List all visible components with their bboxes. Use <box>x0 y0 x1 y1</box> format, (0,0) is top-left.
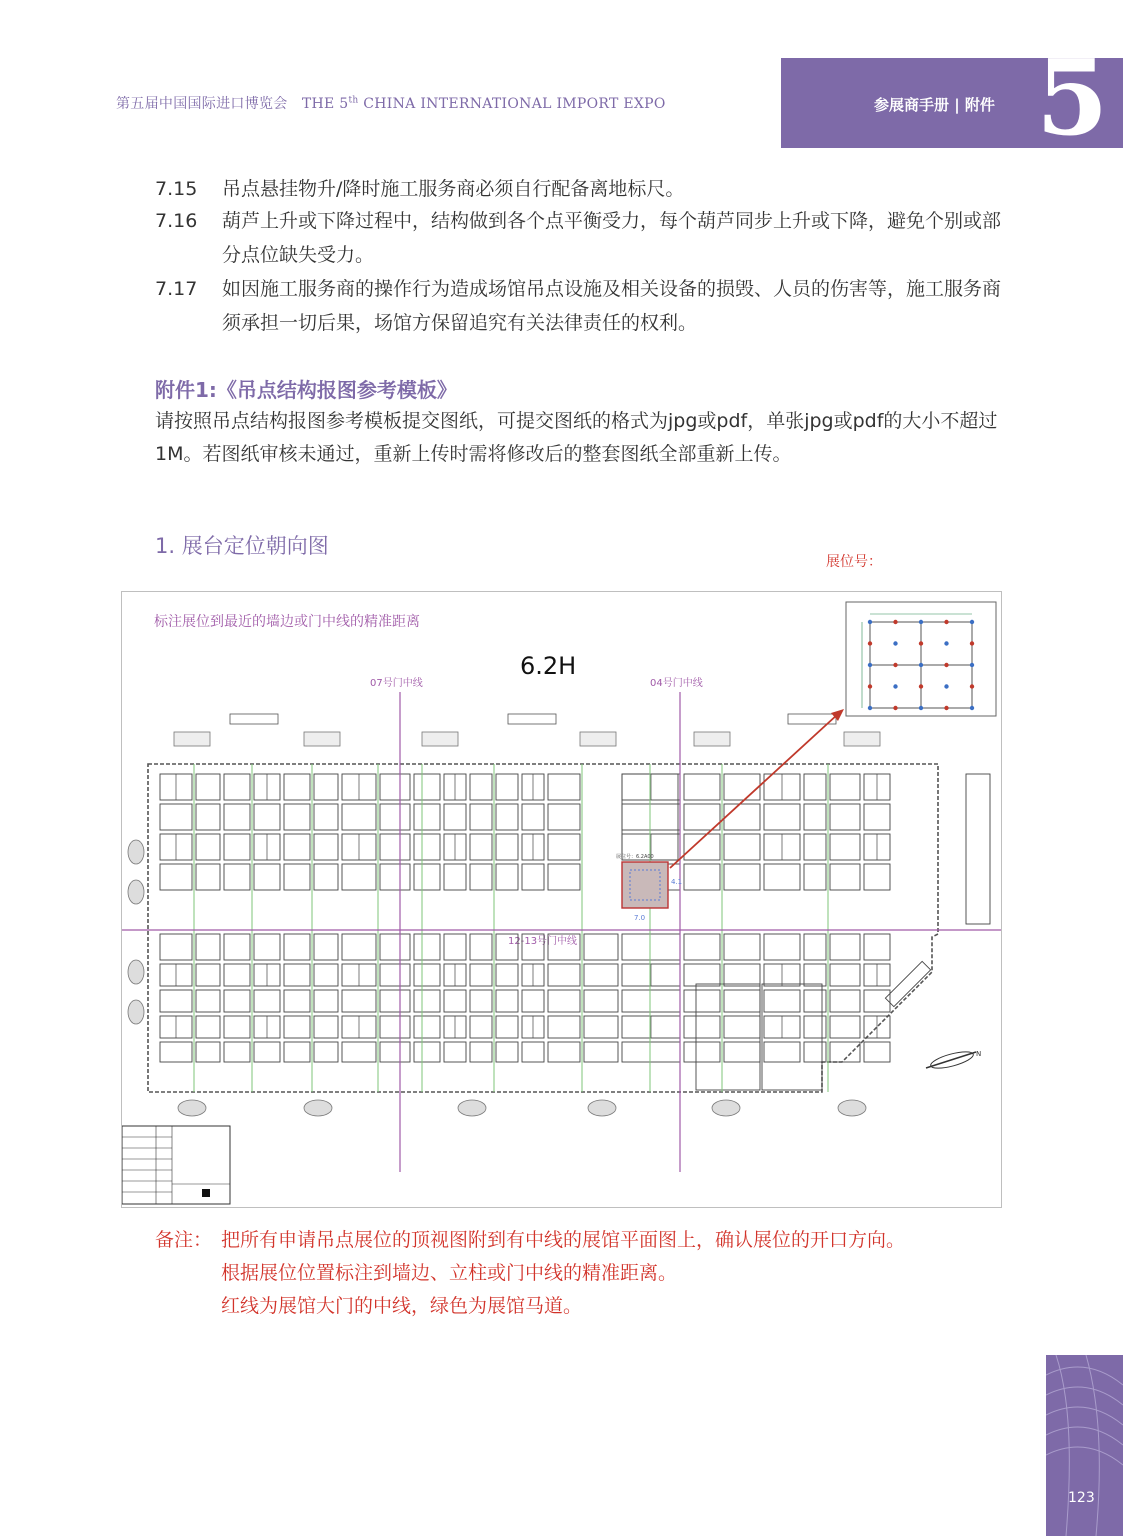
hanging-point <box>919 706 923 710</box>
booth <box>314 1016 338 1038</box>
booth <box>764 1042 800 1062</box>
booth <box>254 804 280 830</box>
booth <box>160 934 192 960</box>
booth <box>314 964 338 986</box>
booth <box>966 774 990 924</box>
booth <box>764 990 800 1012</box>
booth <box>380 1016 410 1038</box>
booth <box>414 804 440 830</box>
booth <box>830 834 860 860</box>
door-04-label: 04号门中线 <box>650 678 703 689</box>
booth <box>804 964 826 986</box>
booth <box>196 1016 220 1038</box>
item-number: 7.16 <box>155 210 198 232</box>
booth <box>254 934 280 960</box>
booth <box>830 864 860 890</box>
booth <box>622 990 680 1012</box>
booth <box>724 990 760 1012</box>
booth <box>684 864 720 890</box>
booth <box>804 804 826 830</box>
booth <box>196 934 220 960</box>
booth <box>724 964 760 986</box>
booth <box>522 1042 544 1062</box>
header-title-cn: 第五届中国国际进口博览会 <box>116 96 288 112</box>
booth <box>224 1016 250 1038</box>
booth <box>548 1016 580 1038</box>
entrance-bottom <box>838 1100 866 1116</box>
booth <box>470 804 492 830</box>
hall-outline <box>148 764 938 1092</box>
booth <box>830 1016 860 1038</box>
item-text: 葫芦上升或下降过程中，结构做到各个点平衡受力，每个葫芦同步上升或下降，避免个别或部分点位缺失受力。 <box>222 210 1002 266</box>
page-number: 123 <box>1068 1490 1095 1506</box>
corner-pattern-icon <box>1046 1355 1123 1536</box>
booth <box>496 864 518 890</box>
hanging-point <box>919 663 923 667</box>
booth <box>314 990 338 1012</box>
booth <box>284 834 310 860</box>
booth <box>496 1042 518 1062</box>
booth <box>224 964 250 986</box>
expo-5-logo: 5 <box>1036 36 1109 159</box>
booth <box>380 804 410 830</box>
booth <box>830 934 860 960</box>
hanging-point <box>893 663 897 667</box>
dimension-b: 7.0 <box>634 914 646 922</box>
booth <box>342 864 376 890</box>
header-section-label: 参展商手册 | 附件 <box>874 96 995 114</box>
booth <box>314 804 338 830</box>
booth <box>160 804 192 830</box>
hanging-point <box>919 620 923 624</box>
booth <box>548 834 580 860</box>
booth <box>224 934 250 960</box>
entrance-side <box>128 840 144 864</box>
booth <box>764 804 800 830</box>
hanging-point <box>868 663 872 667</box>
booth <box>196 834 220 860</box>
booth-number-label: 展位号： <box>826 554 882 570</box>
booth <box>864 990 890 1012</box>
appendix-body: 请按照吊点结构报图参考模板提交图纸，可提交图纸的格式为jpg或pdf，单张jpg或pdf的大小不超过1M。若图纸审核未通过，重新上传时需将修改后的整套图纸全部重新上传。 <box>155 410 998 465</box>
booth <box>380 1042 410 1062</box>
booth <box>548 864 580 890</box>
booth <box>196 804 220 830</box>
booth <box>684 990 720 1012</box>
hanging-point <box>919 641 923 645</box>
booth <box>804 834 826 860</box>
booth <box>314 834 338 860</box>
aisle-lines <box>194 764 828 1092</box>
floor-plan-drawing <box>122 592 1001 1207</box>
booth <box>380 864 410 890</box>
entrance-top <box>694 732 730 746</box>
booth <box>414 834 440 860</box>
booth <box>254 864 280 890</box>
hanging-point <box>893 620 897 624</box>
item-number: 7.15 <box>155 178 198 200</box>
hanging-point <box>868 641 872 645</box>
booth <box>284 1016 310 1038</box>
header-title-en-rest: CHINA INTERNATIONAL IMPORT EXPO <box>358 96 666 112</box>
booth <box>284 1042 310 1062</box>
booth <box>496 964 518 986</box>
entrance-side <box>128 1000 144 1024</box>
booth <box>496 834 518 860</box>
entrance-top <box>174 732 210 746</box>
legend-swatch <box>202 1189 210 1197</box>
booth <box>584 1016 618 1038</box>
booth <box>444 990 466 1012</box>
booth <box>762 984 822 1090</box>
appendix-title: 附件1:《吊点结构报图参考模板》 <box>155 378 457 402</box>
hanging-point <box>944 663 948 667</box>
note-line: 红线为展馆大门的中线，绿色为展馆马道。 <box>221 1295 583 1317</box>
door-12-13-label: 12-13号门中线 <box>508 936 578 947</box>
booth <box>160 1042 192 1062</box>
booth <box>724 804 760 830</box>
booth <box>160 990 192 1012</box>
booth <box>160 864 192 890</box>
north-arrow-icon <box>926 1049 981 1072</box>
booth <box>804 1016 826 1038</box>
booth <box>522 990 544 1012</box>
booth <box>414 864 440 890</box>
booth <box>864 934 890 960</box>
booth <box>380 774 410 800</box>
hanging-point <box>893 641 897 645</box>
booth <box>444 1042 466 1062</box>
booth <box>470 834 492 860</box>
entrance-top <box>422 732 458 746</box>
booth <box>196 774 220 800</box>
booth <box>830 990 860 1012</box>
notes-label: 备注： <box>155 1229 213 1251</box>
booth <box>380 964 410 986</box>
booth <box>622 804 680 830</box>
item-text: 吊点悬挂物升/降时施工服务商必须自行配备离地标尺。 <box>222 178 685 200</box>
booth <box>804 864 826 890</box>
booth <box>254 1042 280 1062</box>
booth <box>224 774 250 800</box>
booth <box>830 964 860 986</box>
booth <box>414 1042 440 1062</box>
booth <box>224 804 250 830</box>
booth <box>314 1042 338 1062</box>
booth <box>548 804 580 830</box>
booth <box>470 1042 492 1062</box>
item-number: 7.17 <box>155 278 198 300</box>
booth <box>830 774 860 800</box>
entrance-bottom <box>304 1100 332 1116</box>
booth <box>470 864 492 890</box>
header-badge <box>781 36 1123 159</box>
booth <box>724 1016 760 1038</box>
booth <box>684 1016 720 1038</box>
booth <box>548 964 580 986</box>
booth <box>684 964 720 986</box>
booth <box>470 774 492 800</box>
booth <box>764 934 800 960</box>
booth <box>724 1042 760 1062</box>
booth <box>470 990 492 1012</box>
entrance-side <box>128 960 144 984</box>
hanging-point <box>944 620 948 624</box>
hanging-point <box>970 706 974 710</box>
booth <box>804 774 826 800</box>
booth <box>414 934 440 960</box>
header-title-en: THE 5 <box>301 96 349 112</box>
hall-label: 6.2H <box>520 652 577 680</box>
booth <box>470 1016 492 1038</box>
section-title: 1. 展台定位朝向图 <box>155 534 329 558</box>
hanging-point <box>868 706 872 710</box>
booth <box>684 774 720 800</box>
booth <box>380 834 410 860</box>
booth <box>224 990 250 1012</box>
booth-grid <box>160 774 990 1090</box>
booth <box>284 964 310 986</box>
hanging-point <box>944 641 948 645</box>
booth <box>696 984 760 1090</box>
booth <box>342 934 376 960</box>
booth <box>584 964 618 986</box>
entrance-side <box>128 880 144 904</box>
legend-table <box>122 1126 230 1204</box>
door-07-label: 07号门中线 <box>370 678 423 689</box>
entrance-bottom <box>458 1100 486 1116</box>
booth <box>584 990 618 1012</box>
item-text: 如因施工服务商的操作行为造成场馆吊点设施及相关设备的损毁、人员的伤害等，施工服务商须承担一切后果，场馆方保留追究有关法律责任的权利。 <box>222 278 1002 334</box>
hanging-point <box>868 684 872 688</box>
booth <box>584 1042 618 1062</box>
booth <box>314 934 338 960</box>
booth <box>254 990 280 1012</box>
booth <box>224 834 250 860</box>
booth <box>224 864 250 890</box>
booth <box>444 864 466 890</box>
booth <box>804 1042 826 1062</box>
note-line: 把所有申请吊点展位的顶视图附到有中线的展馆平面图上，确认展位的开口方向。 <box>221 1229 906 1251</box>
booth <box>548 774 580 800</box>
hanging-point <box>970 641 974 645</box>
booth <box>622 934 680 960</box>
booth <box>224 1042 250 1062</box>
booth <box>444 934 466 960</box>
booth <box>548 990 580 1012</box>
booth <box>284 804 310 830</box>
stage <box>508 714 556 724</box>
entrance-top <box>304 732 340 746</box>
booth <box>342 990 376 1012</box>
hanging-point <box>893 706 897 710</box>
floor-plan <box>121 591 1002 1208</box>
booth <box>314 864 338 890</box>
booth <box>864 864 890 890</box>
booth <box>548 1042 580 1062</box>
stage <box>230 714 278 724</box>
booth <box>380 990 410 1012</box>
booth <box>724 934 760 960</box>
corner-decoration <box>1046 1355 1123 1536</box>
booth <box>804 934 826 960</box>
booth <box>284 774 310 800</box>
hanging-point <box>893 684 897 688</box>
dimension-a: 4.1 <box>671 878 683 886</box>
booth <box>196 864 220 890</box>
booth <box>342 1042 376 1062</box>
booth <box>684 1042 720 1062</box>
booth <box>380 934 410 960</box>
entrance-bottom <box>712 1100 740 1116</box>
hanging-point <box>970 684 974 688</box>
hanging-point <box>919 684 923 688</box>
booth <box>764 864 800 890</box>
entrance-bottom <box>178 1100 206 1116</box>
booth <box>864 1042 890 1062</box>
booth <box>724 774 760 800</box>
booth <box>684 934 720 960</box>
booth <box>830 804 860 830</box>
header-title-sup: th <box>348 95 359 106</box>
booth <box>804 990 826 1012</box>
booth <box>724 834 760 860</box>
booth <box>284 934 310 960</box>
booth-tag: 展位号：6.2A00 <box>616 854 654 860</box>
booth <box>522 804 544 830</box>
booth <box>284 990 310 1012</box>
booth <box>724 864 760 890</box>
booth <box>284 864 310 890</box>
entrance-top <box>580 732 616 746</box>
entrance-top <box>844 732 880 746</box>
svg-text:N: N <box>976 1050 982 1058</box>
booth <box>414 990 440 1012</box>
booth <box>470 964 492 986</box>
booth <box>584 934 618 960</box>
plan-instruction: 标注展位到最近的墙边或门中线的精准距离 <box>154 614 420 630</box>
booth <box>622 1042 680 1062</box>
booth <box>414 774 440 800</box>
booth <box>496 804 518 830</box>
hanging-point <box>970 620 974 624</box>
booth <box>522 864 544 890</box>
booth <box>496 1016 518 1038</box>
booth <box>414 964 440 986</box>
booth <box>864 804 890 830</box>
hanging-point <box>944 706 948 710</box>
booth <box>314 774 338 800</box>
stair <box>885 961 930 1006</box>
hanging-point <box>944 684 948 688</box>
booth <box>496 990 518 1012</box>
booth <box>444 804 466 830</box>
header-title <box>116 93 666 113</box>
note-line: 根据展位位置标注到墙边、立柱或门中线的精准距离。 <box>221 1262 678 1284</box>
booth <box>470 934 492 960</box>
hanging-point <box>868 620 872 624</box>
booth <box>496 774 518 800</box>
booth <box>196 964 220 986</box>
booth <box>196 1042 220 1062</box>
booth <box>196 990 220 1012</box>
entrance-bottom <box>588 1100 616 1116</box>
booth <box>342 804 376 830</box>
hanging-point <box>970 663 974 667</box>
target-booth <box>622 862 668 908</box>
booth <box>414 1016 440 1038</box>
